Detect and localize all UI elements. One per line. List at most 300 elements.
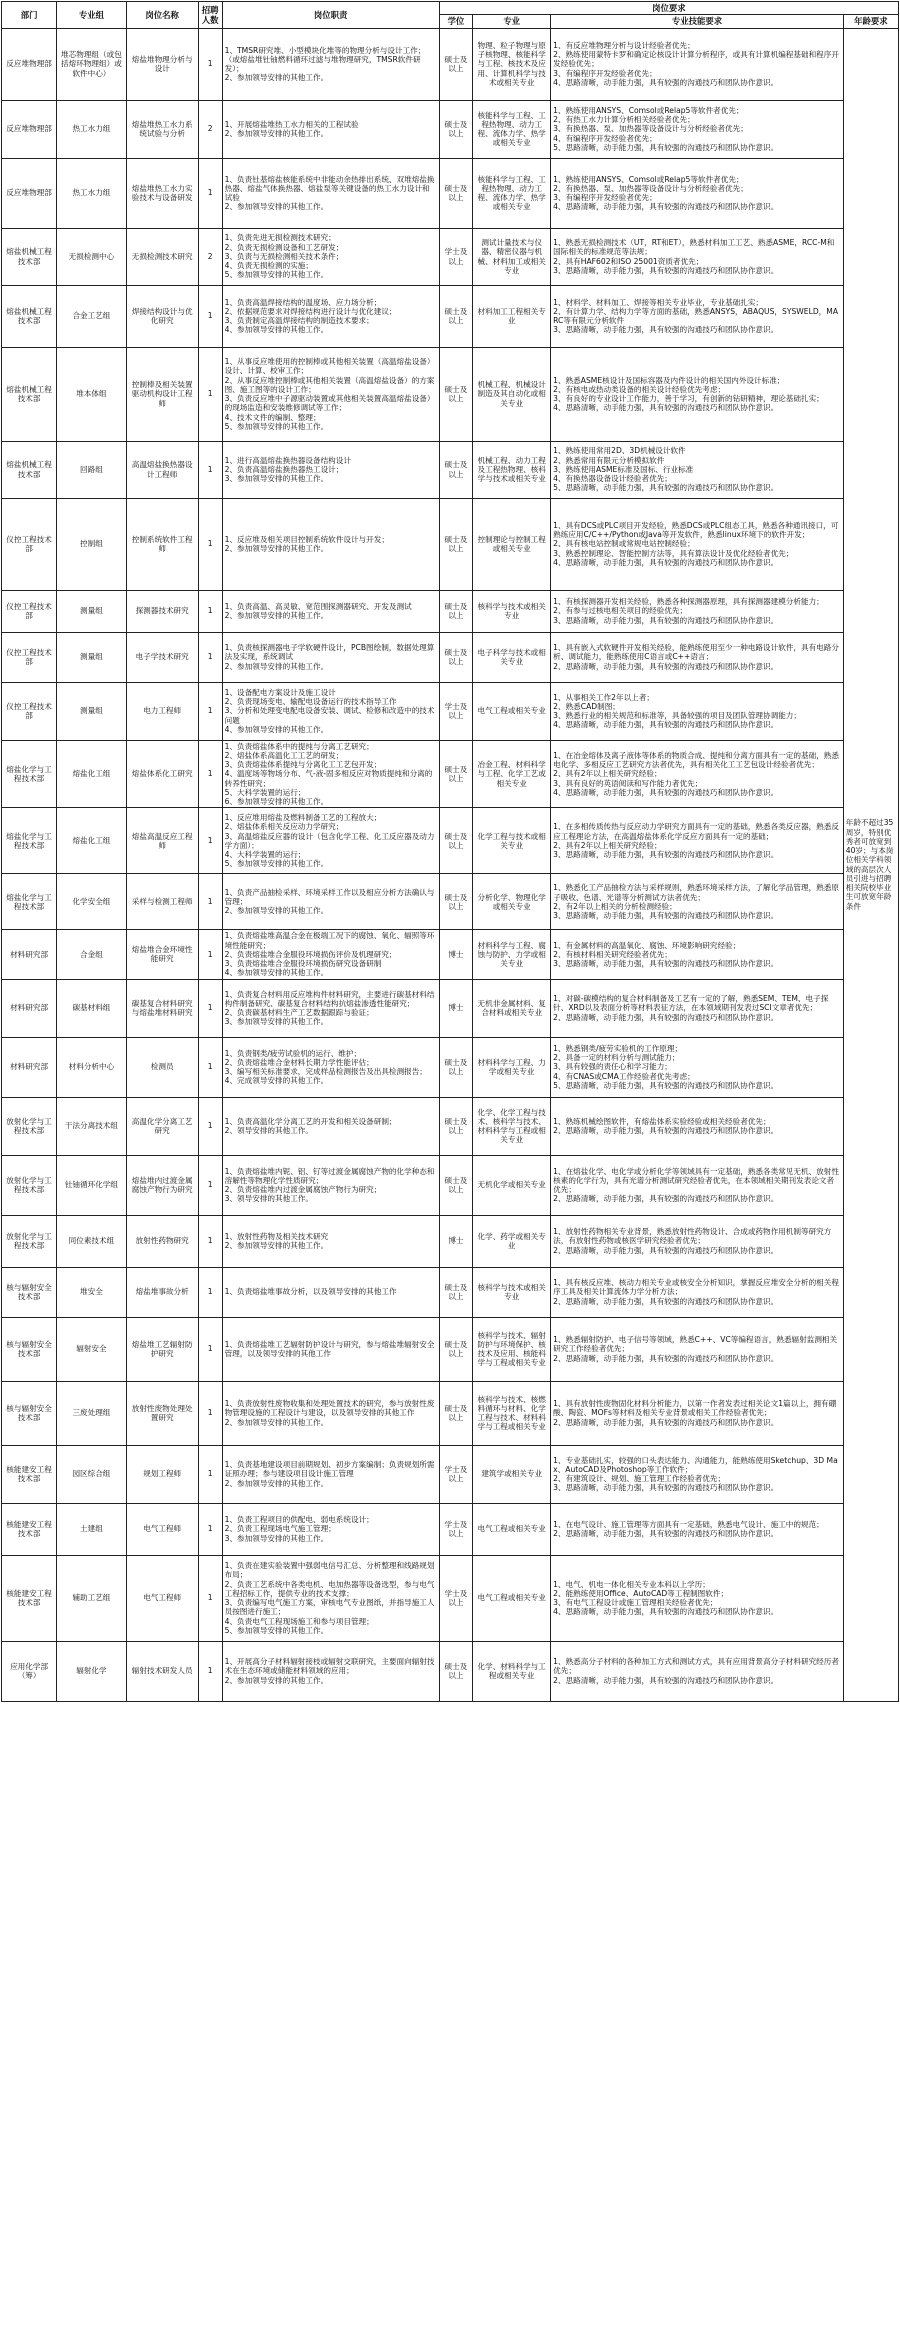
cell-count: 1 <box>198 1641 222 1701</box>
cell-group: 回路组 <box>57 441 127 498</box>
table-row <box>2 632 899 682</box>
cell-duty <box>222 285 439 347</box>
cell-degree: 博士 <box>439 930 473 979</box>
table-row <box>2 590 899 632</box>
cell-dept: 放射化学与工程技术部 <box>2 1215 57 1267</box>
cell-dept: 核与辐射安全技术部 <box>2 1381 57 1445</box>
skill-line: 1、具有放射性废物固化材料分析能力，以第一作者发表过相关论文1篇以上，拥有硼酸、陶瓷、MOFs等材料及相关专业背景或相关工作经验者优先； <box>553 1399 837 1418</box>
duty-line: 4、参加领导安排的其他工作。 <box>224 724 329 734</box>
cell-duty <box>222 740 439 808</box>
skill-line: 2、有参与过核电相关项目的经验优先； <box>553 606 688 616</box>
duty-line: 2、参加领导安排的其他工作。 <box>224 1241 329 1250</box>
skill-line: 1、放射性药物相关专业背景，熟悉放射性药物设计、合成或药物作用机制等研究方法，有放射性药物或核医学研究经验者优先； <box>553 1227 832 1246</box>
cell-duty <box>222 808 439 874</box>
cell-duty <box>222 930 439 979</box>
cell-duty <box>222 441 439 498</box>
cell-major: 电子科学与技术或相关专业 <box>473 632 551 682</box>
duty-line: 6、参加领导安排的其他工作。 <box>224 797 329 806</box>
cell-dept: 熔盐机械工程技术部 <box>2 347 57 441</box>
cell-post: 熔盐体系化工研究 <box>126 740 198 808</box>
cell-major: 材料科学与工程、力学或相关专业 <box>473 1037 551 1097</box>
cell-dept: 熔盐机械工程技术部 <box>2 285 57 347</box>
duty-line: 4、参加领导安排的其他工作。 <box>224 968 329 978</box>
cell-group: 控制组 <box>57 498 127 590</box>
skill-line: 3、思路清晰，动手能力强，具有较强的沟通技巧和团队协作意识。 <box>553 850 779 859</box>
cell-duty <box>222 1215 439 1267</box>
cell-degree: 博士 <box>439 1215 473 1267</box>
cell-degree: 学士及以上 <box>439 228 473 285</box>
duty-line: 1、负责复合材料用反应堆构件材料研究，主要进行碳基材料结构件制备研究、碳基复合材料结构抗熔盐渗透性能研究； <box>224 989 435 1008</box>
duty-line: 5、参加领导安排的其他工作。 <box>224 270 329 280</box>
cell-post: 探测器技术研究 <box>126 590 198 632</box>
table-row <box>2 1641 899 1701</box>
cell-post: 焊接结构设计与优化研究 <box>126 285 198 347</box>
skill-line: 1、熟悉ASME核设计及国标容器及内件设计的相关国内外设计标准； <box>553 375 785 385</box>
cell-dept: 材料研究部 <box>2 930 57 979</box>
duty-line: 1、反应堆及相关项目控制系统软件设计与开发； <box>224 534 389 544</box>
cell-degree: 硕士及以上 <box>439 285 473 347</box>
cell-major: 化学、药学或相关专业 <box>473 1215 551 1267</box>
skill-line: 1、熟悉高分子材料的各种加工方式和测试方式，具有应用背景高分子材料研究经历者优先； <box>553 1657 839 1676</box>
table-row <box>2 682 899 740</box>
cell-post: 熔盐高温反应工程师 <box>126 808 198 874</box>
cell-degree: 硕士及以上 <box>439 1097 473 1155</box>
duty-line: 2、参加领导安排的其他工作。 <box>224 73 329 83</box>
duty-line: 3、负责制定高温焊接结构的制造技术要求； <box>224 316 374 325</box>
duty-line: 1、反应堆用熔盐及燃料制备工艺的工程放大； <box>224 813 382 822</box>
cell-degree: 硕士及以上 <box>439 347 473 441</box>
cell-major: 无机非金属材料、复合材料或相关专业 <box>473 979 551 1037</box>
cell-group: 园区综合组 <box>57 1445 127 1503</box>
cell-dept: 放射化学与工程技术部 <box>2 1097 57 1155</box>
cell-post: 电气工程师 <box>126 1503 198 1555</box>
duty-line: 1、负责基地建设项目前期规划、初步方案编制；负责规划所需证照办理；参与建设项目设计施工管理 <box>224 1460 435 1479</box>
cell-major: 核科学与技术或相关专业 <box>473 590 551 632</box>
duty-line: 2、负责碳基材料生产工艺数据跟踪与验证； <box>224 1008 374 1017</box>
table-row <box>2 808 899 874</box>
skill-line: 4、思路清晰，动手能力强，具有较强的沟通技巧和团队协作意识。 <box>553 787 779 797</box>
cell-count: 1 <box>198 1445 222 1503</box>
cell-degree: 硕士及以上 <box>439 28 473 100</box>
duty-line: 2、负责熔盐堆合金材料长期力学性能评估； <box>224 1057 374 1067</box>
cell-skill <box>551 1555 844 1641</box>
cell-degree: 博士 <box>439 979 473 1037</box>
duty-line: 1、负责熔盐堆工艺辐射防护设计与研究，参与熔盐堆辐射安全管理，以及领导安排的其他工作 <box>224 1339 435 1358</box>
skill-line: 2、具有2年以上相关研究经验； <box>553 769 662 779</box>
duty-line: 2、参加领导安排的其他工作。 <box>224 1417 329 1427</box>
cell-duty <box>222 1555 439 1641</box>
skill-line: 2、具有2年以上相关研究经验； <box>553 840 662 850</box>
cell-major: 电气工程或相关专业 <box>473 1555 551 1641</box>
cell-major: 材料加工工程相关专业 <box>473 285 551 347</box>
cell-count: 1 <box>198 1267 222 1317</box>
skill-line: 3、有换热器、泵、加热器等设备设计与分析经验者优先； <box>553 124 748 134</box>
cell-post: 熔盐堆热工水力实验技术与设备研发 <box>126 158 198 228</box>
cell-dept: 熔盐化学与工程技术部 <box>2 808 57 874</box>
skill-line: 1、材料学、材料加工、焊接等相关专业毕业，专业基础扎实； <box>553 297 764 307</box>
duty-line: 1、从事反应堆使用的控制棒或其他相关装置（高温熔盐设备）设计、计算、校审工作； <box>224 357 435 376</box>
duty-line: 3、参加领导安排的其他工作。 <box>224 1533 329 1543</box>
header-duty: 岗位职责 <box>222 2 439 29</box>
duty-line: 1、设备配电方案设计及施工设计 <box>224 687 336 697</box>
table-row <box>2 285 899 347</box>
cell-duty <box>222 1503 439 1555</box>
cell-post: 高温化学分离工艺研究 <box>126 1097 198 1155</box>
duty-line: 1、负责熔盐体系中的提纯与分离工艺研究； <box>224 741 374 751</box>
table-row <box>2 28 899 100</box>
duty-line: 1、负责熔盐堆高温合金在极端工况下的腐蚀、氧化、辐照等环境性能研究； <box>224 931 435 950</box>
cell-duty <box>222 682 439 740</box>
skill-line: 5、思路清晰，动手能力强，具有较强的沟通技巧和团队协作意识。 <box>553 142 779 152</box>
cell-group: 热工水力组 <box>57 100 127 158</box>
duty-line: 1、进行高温熔盐换热器设备结构设计 <box>224 455 351 465</box>
table-row <box>2 1037 899 1097</box>
cell-post: 电气工程师 <box>126 1555 198 1641</box>
cell-major: 无机化学或相关专业 <box>473 1155 551 1215</box>
skill-line: 1、熟悉无损检测技术（UT，RT和ET），熟悉材料加工工艺、熟悉ASME，RCC-M和国际相关的标准规范等法规； <box>553 238 835 257</box>
skill-line: 2、具备一定的材料分析与测试能力； <box>553 1053 680 1063</box>
cell-dept: 反应堆物理部 <box>2 158 57 228</box>
cell-degree: 硕士及以上 <box>439 1641 473 1701</box>
duty-line: 5、参加领导安排的其他工作。 <box>224 859 329 869</box>
duty-line: 3、参加领导安排的其他工作。 <box>224 474 329 484</box>
cell-duty <box>222 1267 439 1317</box>
cell-count: 1 <box>198 874 222 930</box>
cell-age-requirement: 年龄不超过35周岁，特别优秀者可放宽到40岁；与本岗位相关学科领域的高层次人员引进与招聘相关院校毕业生可放宽年龄条件 <box>843 28 898 1701</box>
cell-major: 物理、粒子物理与原子核物理、核能科学与工程、核技术及应用、计算机科学与技术或相关专业 <box>473 28 551 100</box>
duty-line: 2、参加领导安排的其他工作。 <box>224 906 329 916</box>
cell-degree: 学士及以上 <box>439 1503 473 1555</box>
duty-line: 3、领导安排的其他工作。 <box>224 1194 313 1204</box>
cell-group: 化学安全组 <box>57 874 127 930</box>
cell-dept: 仪控工程技术部 <box>2 682 57 740</box>
duty-line: 2、参加领导安排的其他工作。 <box>224 1675 329 1685</box>
cell-degree: 硕士及以上 <box>439 1037 473 1097</box>
cell-dept: 放射化学与工程技术部 <box>2 1155 57 1215</box>
skill-line: 4、思路清晰，动手能力强，具有较强的沟通技巧和团队协作意识。 <box>553 403 779 413</box>
duty-line: 4、参加领导安排的其他工作。 <box>224 325 329 335</box>
recruitment-table <box>1 1 899 1702</box>
table-row <box>2 498 899 590</box>
duty-line: 2、负责熔盐堆合金服役环境损伤评价及机理研究； <box>224 949 397 959</box>
cell-major: 机械工程、机械设计制造及其自动化或相关专业 <box>473 347 551 441</box>
duty-line: 1、开展熔盐堆热工水力相关的工程试验 <box>224 119 359 129</box>
cell-skill <box>551 808 844 874</box>
cell-dept: 熔盐化学与工程技术部 <box>2 740 57 808</box>
skill-line: 3、有编程序开发经验者优先； <box>553 193 657 202</box>
duty-line: 1、负责高温化学分离工艺的开发和相关设备研制； <box>224 1116 397 1126</box>
duty-line: 2、依据规范要求对焊接结构进行设计与优化建议； <box>224 306 397 316</box>
skill-line: 2、熟练使用蒙特卡罗和确定论核设计计算分析程序，或具有计算机编程基础和程序开发经验优先； <box>553 50 839 69</box>
cell-major: 核科学与技术、核燃料循环与材料、化学工程与技术、材料科学与工程或相关专业 <box>473 1381 551 1445</box>
table-row <box>2 1267 899 1317</box>
cell-post: 规划工程师 <box>126 1445 198 1503</box>
skill-line: 1、从事相关工作2年以上者； <box>553 692 654 702</box>
cell-major: 电气工程或相关专业 <box>473 1503 551 1555</box>
skill-line: 2、思路清晰，动手能力强，具有较强的沟通技巧和团队协作意识。 <box>553 661 779 671</box>
skill-line: 1、专业基础扎实，较强的口头表达能力、沟通能力，能熟练使用Sketchup、3D Max、AutoCAD及Photoshop等工作软件； <box>553 1455 838 1474</box>
duty-line: 3、参加领导安排的其他工作。 <box>224 1017 329 1027</box>
skill-line: 2、有核电或热动类设备的相关设计经验优先考虑； <box>553 384 726 394</box>
cell-degree: 硕士及以上 <box>439 498 473 590</box>
cell-skill <box>551 100 844 158</box>
skill-line: 5、思路清晰，动手能力强，具有较强的沟通技巧和团队协作意识。 <box>553 1080 779 1090</box>
cell-group: 土建组 <box>57 1503 127 1555</box>
skill-line: 3、具有较强的责任心和学习能力； <box>553 1062 672 1072</box>
cell-skill <box>551 285 844 347</box>
table-row <box>2 441 899 498</box>
cell-count: 1 <box>198 682 222 740</box>
header-count: 招聘人数 <box>198 2 222 29</box>
cell-skill <box>551 590 844 632</box>
cell-skill <box>551 158 844 228</box>
cell-dept: 熔盐化学与工程技术部 <box>2 874 57 930</box>
cell-skill <box>551 347 844 441</box>
skill-line: 2、有计算力学、结构力学等方面的基础，熟悉ANSYS，ABAQUS，SYSWELD，MARC等有限元分析软件 <box>553 306 839 325</box>
cell-count: 2 <box>198 100 222 158</box>
cell-skill <box>551 228 844 285</box>
table-row <box>2 930 899 979</box>
cell-duty <box>222 632 439 682</box>
duty-line: 4、负责无损检测的实施； <box>224 261 313 271</box>
skill-line: 3、思路清晰，动手能力强，具有较强的沟通技巧和团队协作意识。 <box>553 959 779 968</box>
skill-line: 1、熟悉钢类/疲劳实验机的工作原理； <box>553 1043 683 1053</box>
cell-count: 1 <box>198 1555 222 1641</box>
skill-line: 1、电气、机电一体化相关专业本科以上学历； <box>553 1579 710 1589</box>
cell-group: 热工水力组 <box>57 158 127 228</box>
header-dept: 部门 <box>2 2 57 29</box>
cell-group: 测量组 <box>57 632 127 682</box>
cell-major: 材料科学与工程、腐蚀与防护、力学或相关专业 <box>473 930 551 979</box>
skill-line: 2、思路清晰，动手能力强，具有较强的沟通技巧和团队协作意识。 <box>553 1194 779 1204</box>
duty-line: 1、负责钢类/疲劳试验机的运行、维护； <box>224 1048 362 1058</box>
cell-skill <box>551 979 844 1037</box>
duty-line: 2、从事反应堆控制棒或其他相关装置（高温熔盐设备）的方案图、施工图等的设计工作； <box>224 375 435 394</box>
cell-degree: 硕士及以上 <box>439 100 473 158</box>
cell-group: 合金组 <box>57 930 127 979</box>
duty-line: 3、负责编写电气施工方案，审核电气专业图纸，并指导施工人员按图进行施工； <box>224 1598 435 1617</box>
skill-line: 2、思路清晰，动手能力强，具有较强的沟通技巧和团队协作意识。 <box>553 1245 779 1255</box>
table-row <box>2 1503 899 1555</box>
header-degree: 学位 <box>439 15 473 28</box>
cell-group: 辐射化学 <box>57 1641 127 1701</box>
table-row <box>2 1381 899 1445</box>
duty-line: 1、负责高温、高灵敏、宽范围探测器研究、开发及测试 <box>224 601 412 611</box>
cell-degree: 硕士及以上 <box>439 1381 473 1445</box>
cell-skill <box>551 1155 844 1215</box>
duty-line: 2、负责工程现场电气施工管理； <box>224 1524 336 1534</box>
cell-dept: 仪控工程技术部 <box>2 590 57 632</box>
skill-line: 3、有电气工程设计或施工管理相关经验者优先； <box>553 1598 718 1607</box>
cell-dept: 核能建安工程技术部 <box>2 1445 57 1503</box>
cell-count: 1 <box>198 632 222 682</box>
cell-post: 碳基复合材料研究与熔盐堆材料研究 <box>126 979 198 1037</box>
skill-line: 1、有反应堆物理分析与设计经验者优先； <box>553 40 695 50</box>
cell-degree: 学士及以上 <box>439 1445 473 1503</box>
cell-duty <box>222 1381 439 1445</box>
duty-line: 5、参加领导安排的其他工作。 <box>224 1625 329 1635</box>
duty-line: 3、负责反应堆中子源驱动装置或其他相关装置高温熔盐设备）的现场监造和安装维修调试等工作； <box>224 394 435 413</box>
duty-line: 1、开展高分子材料辐射接枝或辐射交联研究，主要面向辐射技术在生态环境或储能材料领域的应用； <box>224 1657 435 1676</box>
cell-count: 1 <box>198 590 222 632</box>
cell-major: 化学、材料科学与工程或相关专业 <box>473 1641 551 1701</box>
skill-line: 1、熟练使用ANSYS、Comsol或Relap5等软件者优先； <box>553 174 744 184</box>
cell-dept: 核与辐射安全技术部 <box>2 1267 57 1317</box>
cell-skill <box>551 1641 844 1701</box>
cell-skill <box>551 1503 844 1555</box>
skill-line: 4、思路清晰，动手能力强，具有较强的沟通技巧和团队协作意识。 <box>553 77 779 87</box>
duty-line: 1、TMSR研究堆、小型模块化堆等的物理分析与设计工作；（或熔盐堆钍铀燃料循环过滤与堆物理研究，TMSR软件研发）； <box>224 45 426 73</box>
skill-line: 2、思路清晰，动手能力强，具有较强的沟通技巧和团队协作意识。 <box>553 1012 779 1022</box>
duty-line: 1、负责熔盐堆事故分析，以及领导安排的其他工作 <box>224 1287 397 1297</box>
skill-line: 1、熟悉化工产品抽检方法与采样规则，熟悉环境采样方法，了解化学品管理，熟悉原子吸收、色谱、光谱等分析测试方法者优先； <box>553 883 839 902</box>
cell-degree: 学士及以上 <box>439 1555 473 1641</box>
cell-count: 1 <box>198 740 222 808</box>
duty-line: 2、熔盐体系高温化工工艺的研发； <box>224 750 344 760</box>
header-age: 年龄要求 <box>843 15 898 28</box>
skill-line: 2、能熟练使用Office、AutoCAD等工程制图软件； <box>553 1588 729 1598</box>
cell-dept: 熔盐机械工程技术部 <box>2 228 57 285</box>
cell-post: 熔盐堆物理分析与设计 <box>126 28 198 100</box>
cell-major: 分析化学、物理化学或相关专业 <box>473 874 551 930</box>
cell-dept: 材料研究部 <box>2 979 57 1037</box>
cell-degree: 硕士及以上 <box>439 632 473 682</box>
cell-group: 碳基材料组 <box>57 979 127 1037</box>
skill-line: 2、有热工水力计算分析相关经验者优先； <box>553 115 695 125</box>
duty-line: 2、负责熔盐堆内过渡金属腐蚀产物行为研究； <box>224 1185 382 1194</box>
duty-line: 1、负责在建实验装置中强弱电信号汇总、分析整理和线路规划布局； <box>224 1561 435 1580</box>
cell-post: 熔盐堆内过渡金属腐蚀产物行为研究 <box>126 1155 198 1215</box>
skill-line: 2、思路清晰，动手能力强，具有较强的沟通技巧和团队协作意识。 <box>553 1126 779 1135</box>
cell-group: 测量组 <box>57 590 127 632</box>
skill-line: 3、思路清晰，动手能力强，具有较强的沟通技巧和团队协作意识。 <box>553 325 779 335</box>
cell-count: 1 <box>198 28 222 100</box>
duty-line: 4、负责电气工程现场施工和参与项目管理； <box>224 1616 374 1626</box>
cell-duty <box>222 100 439 158</box>
cell-degree: 学士及以上 <box>439 682 473 740</box>
cell-degree: 硕士及以上 <box>439 740 473 808</box>
cell-duty <box>222 28 439 100</box>
cell-degree: 硕士及以上 <box>439 1155 473 1215</box>
table-row <box>2 740 899 808</box>
table-row <box>2 158 899 228</box>
cell-post: 放射性药物研究 <box>126 1215 198 1267</box>
cell-group: 辐射安全 <box>57 1317 127 1381</box>
cell-degree: 硕士及以上 <box>439 441 473 498</box>
duty-line: 1、负责工程项目的供配电、弱电系统设计； <box>224 1515 374 1525</box>
skill-line: 1、熟练使用常用2D、3D机械设计软件 <box>553 446 686 456</box>
cell-post: 放射性废物处理处置研究 <box>126 1381 198 1445</box>
cell-duty <box>222 1317 439 1381</box>
duty-line: 2、熔盐体系相关反应动力学研究； <box>224 822 344 832</box>
cell-count: 1 <box>198 808 222 874</box>
skill-line: 1、在多相传质传热与反应动力学研究方面具有一定的基础，熟悉各类反应器，熟悉反应工程理论方法，在高温熔盐体系化学反应方面具有一定的基础； <box>553 822 839 841</box>
cell-duty <box>222 1641 439 1701</box>
cell-group: 同位素技术组 <box>57 1215 127 1267</box>
skill-line: 2、思路清晰，动手能力强，具有较强的沟通技巧和团队协作意识。 <box>553 1529 779 1538</box>
skill-line: 2、思路清晰，动手能力强，具有较强的沟通技巧和团队协作意识。 <box>553 1296 779 1306</box>
skill-line: 1、熟练机械绘图软件，有熔盐体系实验经验或相关经验者优先； <box>553 1116 771 1126</box>
cell-count: 1 <box>198 1215 222 1267</box>
skill-line: 4、有换热器设备设计经验者优先； <box>553 474 672 484</box>
cell-dept: 熔盐机械工程技术部 <box>2 441 57 498</box>
skill-line: 3、具有良好的英语阅读和写作能力者优先； <box>553 778 703 788</box>
cell-major: 冶金工程、材料科学与工程、化学工艺或相关专业 <box>473 740 551 808</box>
skill-line: 1、具有核反应堆、核动力相关专业或核安全分析知识，掌握反应堆安全分析的相关程序工具及相关计算流体力学分析方法； <box>553 1278 839 1297</box>
cell-duty <box>222 498 439 590</box>
cell-count: 1 <box>198 441 222 498</box>
cell-count: 1 <box>198 1037 222 1097</box>
cell-skill <box>551 1097 844 1155</box>
cell-skill <box>551 930 844 979</box>
cell-duty <box>222 1037 439 1097</box>
duty-line: 3、分析和处理变电配电设备安装、调试、检修和改造中的技术问题 <box>224 706 435 725</box>
cell-group: 辅助工艺组 <box>57 1555 127 1641</box>
skill-line: 2、有核材料相关研究经验者优先； <box>553 949 672 959</box>
table-row <box>2 979 899 1037</box>
cell-major: 电气工程或相关专业 <box>473 682 551 740</box>
cell-post: 控制系统软件工程师 <box>126 498 198 590</box>
duty-line: 4、技术文件的编制、整理； <box>224 412 321 422</box>
cell-degree: 硕士及以上 <box>439 874 473 930</box>
duty-line: 5、大科学装置的运行； <box>224 787 306 797</box>
skill-line: 1、有金属材料的高温氧化、腐蚀、环境影响研究经验； <box>553 940 741 950</box>
duty-line: 1、负责高温焊接结构的温度场、应力场分析； <box>224 297 382 307</box>
cell-group: 熔盐化工组 <box>57 740 127 808</box>
duty-line: 2、负责现场变电、输配电设备运行的技术指导工作 <box>224 697 397 707</box>
duty-line: 2、负责工艺系统中各类电机、电加热器等设备选型，参与电气工程招标工作，提供专业的技术支撑； <box>224 1579 435 1598</box>
cell-duty <box>222 874 439 930</box>
cell-count: 1 <box>198 1097 222 1155</box>
cell-skill <box>551 1445 844 1503</box>
cell-degree: 硕士及以上 <box>439 158 473 228</box>
skill-line: 3、思路清晰，动手能力强，具有较强的沟通技巧和团队协作意识。 <box>553 265 779 275</box>
cell-count: 1 <box>198 158 222 228</box>
header-requirements: 岗位要求 <box>439 2 898 15</box>
cell-skill <box>551 28 844 100</box>
skill-line: 1、在电气设计、施工管理等方面具有一定基础，熟悉电气设计、施工中的规范； <box>553 1519 824 1529</box>
duty-line: 5、参加领导安排的其他工作。 <box>224 421 329 431</box>
cell-group: 钍铀循环化学组 <box>57 1155 127 1215</box>
cell-skill <box>551 1317 844 1381</box>
cell-major: 机械工程、动力工程及工程热物理、核科学与技术或相关专业 <box>473 441 551 498</box>
table-row <box>2 347 899 441</box>
skill-line: 1、具有嵌入式软硬件开发相关经验，能熟练使用至少一种电路设计软件，具有电路分析、调试能力，能熟练使用C语言或C++语言； <box>553 643 839 662</box>
cell-major: 核科学与技术或相关专业 <box>473 1267 551 1317</box>
skill-line: 3、思路清晰，动手能力强，具有较强的沟通技巧和团队协作意识。 <box>553 615 779 625</box>
cell-group: 合金工艺组 <box>57 285 127 347</box>
duty-line: 2、参加领导安排的其他工作。 <box>224 1478 329 1488</box>
cell-count: 1 <box>198 930 222 979</box>
skill-line: 2、有建筑设计、规划、施工管理工作经验者优先； <box>553 1474 726 1483</box>
skill-line: 2、思路清晰，动手能力强，具有较强的沟通技巧和团队协作意识。 <box>553 1675 779 1685</box>
duty-line: 4、完成领导安排的其他工作。 <box>224 1076 329 1086</box>
cell-duty <box>222 347 439 441</box>
cell-duty <box>222 1155 439 1215</box>
cell-count: 1 <box>198 347 222 441</box>
cell-major: 化学、化学工程与技术、核科学与技术、材料科学与工程或相关专业 <box>473 1097 551 1155</box>
cell-post: 熔盐堆热工水力系统试验与分析 <box>126 100 198 158</box>
cell-group: 干法分离技术组 <box>57 1097 127 1155</box>
duty-line: 1、负责核探测器电子学软硬件设计，PCB图绘制，数据处理算法及实现，系统调试 <box>224 643 435 662</box>
cell-post: 熔盐堆事故分析 <box>126 1267 198 1317</box>
cell-duty <box>222 1445 439 1503</box>
table-row <box>2 1317 899 1381</box>
table-row <box>2 1445 899 1503</box>
cell-group: 堆本体组 <box>57 347 127 441</box>
duty-line: 2、参加领导安排的其他工作。 <box>224 611 329 620</box>
skill-line: 2、有换热器、泵、加热器等设备设计与分析经验者优先； <box>553 183 748 193</box>
